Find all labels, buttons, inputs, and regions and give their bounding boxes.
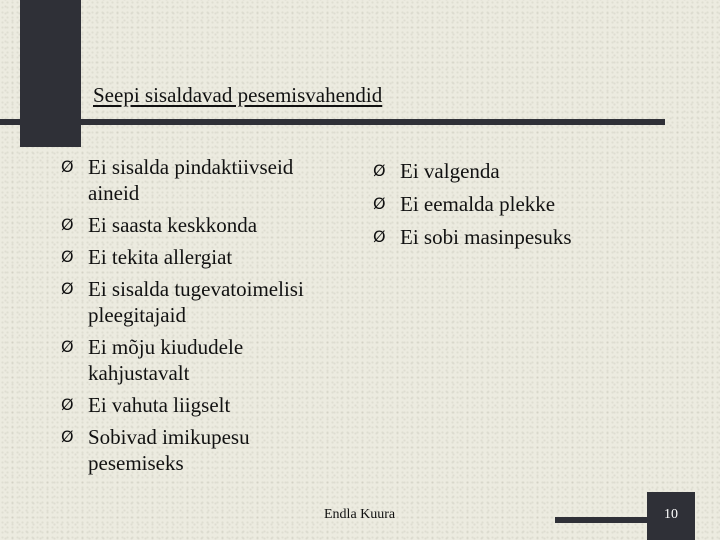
arrow-bullet-icon: Ø xyxy=(373,161,386,180)
bullet-item xyxy=(373,224,633,250)
arrow-bullet-icon: Ø xyxy=(373,194,386,213)
bullet-text: Ei eemalda plekke xyxy=(400,192,556,216)
right-bullet-list xyxy=(373,158,633,257)
bullet-text: Sobivad imikupesu pesemiseks xyxy=(88,425,250,475)
bullet-item xyxy=(61,392,346,418)
bullet-item xyxy=(373,158,633,184)
bullet-text: Ei sobi masinpesuks xyxy=(400,225,572,249)
bullet-item xyxy=(61,212,346,238)
bullet-text: Ei sisalda pindaktiivseid aineid xyxy=(88,155,294,205)
bullet-item xyxy=(373,191,633,217)
arrow-bullet-icon: Ø xyxy=(61,395,74,414)
bullet-item xyxy=(61,424,346,476)
arrow-bullet-icon: Ø xyxy=(373,227,386,246)
arrow-bullet-icon: Ø xyxy=(61,427,74,446)
page-number: 10 xyxy=(647,492,695,540)
bullet-text: Ei sisalda tugevatoimelisi pleegitajaid xyxy=(88,277,304,327)
title-divider xyxy=(0,119,665,125)
bullet-item xyxy=(61,334,346,386)
bullet-text: Ei mõju kiududele kahjustavalt xyxy=(88,335,244,385)
arrow-bullet-icon: Ø xyxy=(61,279,74,298)
bullet-item xyxy=(61,276,346,328)
arrow-bullet-icon: Ø xyxy=(61,215,74,234)
bullet-text: Ei valgenda xyxy=(400,159,500,183)
arrow-bullet-icon: Ø xyxy=(61,247,74,266)
bullet-text: Ei saasta keskkonda xyxy=(88,213,258,237)
bullet-item xyxy=(61,244,346,270)
left-bullet-list xyxy=(61,154,346,482)
bullet-text: Ei vahuta liigselt xyxy=(88,393,231,417)
arrow-bullet-icon: Ø xyxy=(61,337,74,356)
slide-title: Seepi sisaldavad pesemisvahendid xyxy=(93,83,383,107)
bullet-item xyxy=(61,154,346,206)
bullet-text: Ei tekita allergiat xyxy=(88,245,233,269)
arrow-bullet-icon: Ø xyxy=(61,157,74,176)
footer-author: Endla Kuura xyxy=(324,507,396,522)
